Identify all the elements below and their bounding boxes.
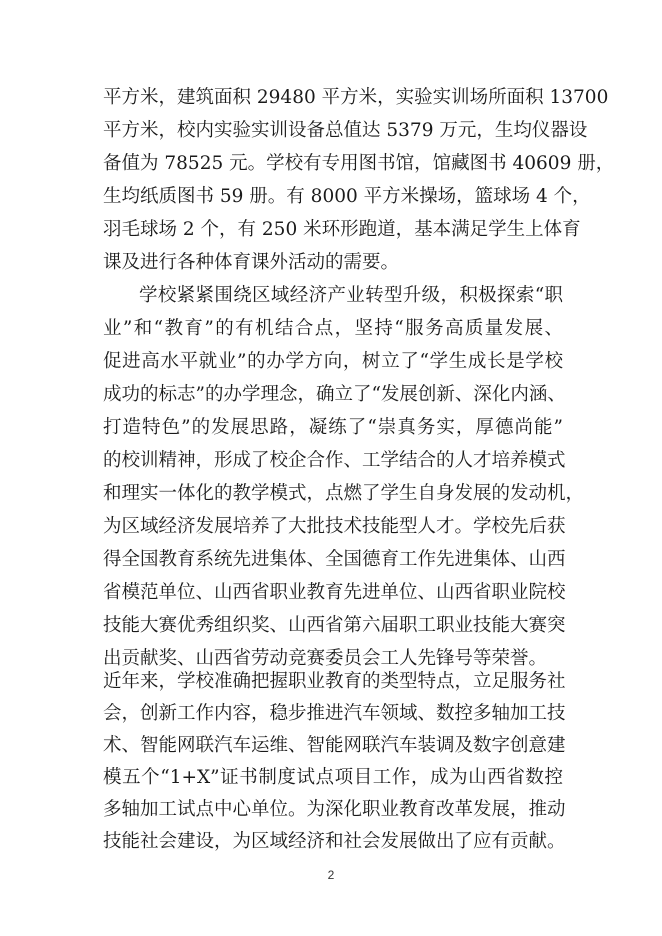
paragraph-3-line-1: 近年来，学校准确把握职业教育的类型特点，立足服务社 — [103, 671, 566, 692]
paragraph-3-line-2: 会，创新工作内容，稳步推进汽车领域、数控多轴加工技 — [103, 703, 566, 724]
paragraph-3-line-3: 术、智能网联汽车运维、智能网联汽车装调及数字创意建 — [103, 735, 566, 756]
paragraph-1-line-1: 平方米，建筑面积 29480 平方米，实验实训场所面积 13700 — [103, 87, 609, 108]
paragraph-1-line-4: 生均纸质图书 59 册。有 8000 平方米操场，篮球场 4 个， — [103, 186, 591, 207]
paragraph-2-line-4: 成功的标志”的办学理念，确立了“发展创新、深化内涵、 — [103, 384, 566, 405]
paragraph-2-line-11: 技能大赛优秀组织奖、山西省第六届职工职业技能大赛突 — [103, 615, 566, 636]
paragraph-2-line-2: 业”和“教育”的有机结合点，坚持“服务高质量发展、 — [103, 318, 563, 339]
paragraph-2-line-1: 学校紧紧围绕区域经济产业转型升级，积极探索“职 — [139, 285, 563, 306]
paragraph-1-line-2: 平方米，校内实验实训设备总值达 5379 万元，生均仪器设 — [103, 120, 588, 141]
paragraph-2-line-9: 得全国教育系统先进集体、全国德育工作先进集体、山西 — [103, 549, 566, 570]
paragraph-2-line-3: 促进高水平就业”的办学方向，树立了“学生成长是学校 — [103, 351, 563, 372]
paragraph-1-line-5: 羽毛球场 2 个，有 250 米环形跑道，基本满足学生上体育 — [103, 219, 581, 240]
paragraph-1-line-3: 备值为 78525 元。学校有专用图书馆，馆藏图书 40609 册， — [103, 153, 615, 174]
page-number: 2 — [327, 868, 335, 882]
paragraph-2-line-8: 为区域经济发展培养了大批技术技能型人才。学校先后获 — [103, 516, 566, 537]
paragraph-2-line-7: 和理实一体化的教学模式，点燃了学生自身发展的发动机， — [103, 483, 585, 504]
paragraph-3-line-6: 技能社会建设，为区域经济和社会发展做出了应有贡献。 — [103, 831, 566, 852]
paragraph-1-line-6: 课及进行各种体育课外活动的需要。 — [103, 252, 400, 273]
paragraph-2-line-5: 打造特色”的发展思路，凝练了“崇真务实，厚德尚能” — [103, 417, 563, 438]
paragraph-3-line-5: 多轴加工试点中心单位。为深化职业教育改革发展，推动 — [103, 799, 566, 820]
paragraph-2-line-12: 出贡献奖、山西省劳动竞赛委员会工人先锋号等荣誉。 — [103, 648, 548, 669]
paragraph-2-line-6: 的校训精神，形成了校企合作、工学结合的人才培养模式 — [103, 450, 566, 471]
paragraph-2-line-10: 省模范单位、山西省职业教育先进单位、山西省职业院校 — [103, 582, 566, 603]
paragraph-3-line-4: 模五个“1+X”证书制度试点项目工作，成为山西省数控 — [103, 767, 563, 788]
